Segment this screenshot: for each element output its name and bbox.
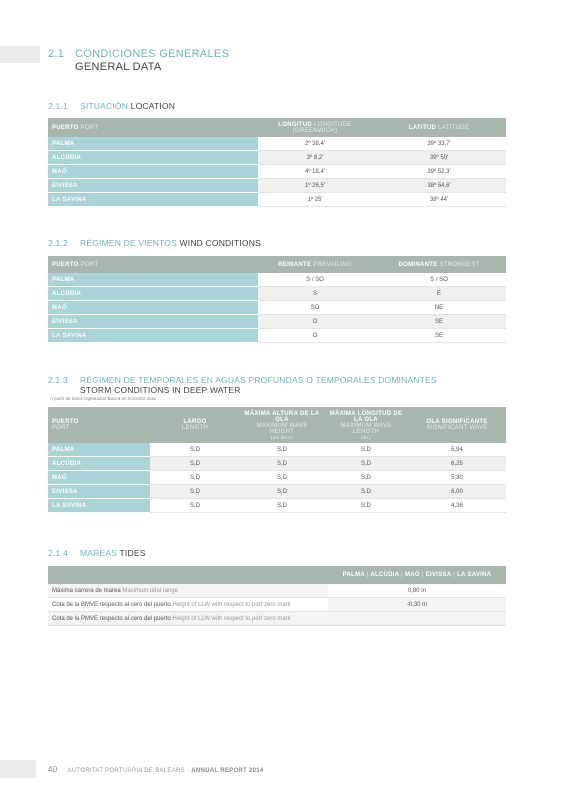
table-row: EIVISSA S,D S,D S,D 6,00 bbox=[48, 485, 506, 499]
table-row: Máxima carrera de marea Maximum tidal range 0,80 m bbox=[48, 584, 506, 598]
tides-heading bbox=[48, 548, 146, 558]
wind-title: RÉGIMEN DE VIENTOS bbox=[80, 238, 177, 248]
header-prevailing: REINANTE PREVAILING bbox=[258, 256, 372, 273]
table-row: MAÓ SO NE bbox=[48, 301, 506, 315]
footer-separator: · bbox=[186, 768, 190, 774]
side-tab-marker bbox=[0, 46, 40, 63]
table-row: EIVISSA 1º 26,5' 38º 54,6' bbox=[48, 179, 506, 193]
header-length: LARGO LENGTH bbox=[150, 407, 240, 443]
location-number: 2.1.1 bbox=[48, 101, 68, 111]
table-row: EIVISSA O SE bbox=[48, 315, 506, 329]
header-max-wave-height: MÁXIMA ALTURA DE LA OLA MAXIMUM WAVE HEIGHT (2H MÁX) bbox=[240, 407, 324, 443]
footer-report: ANNUAL REPORT 2014 bbox=[191, 768, 264, 774]
storm-table bbox=[48, 407, 506, 513]
section-subtitle: GENERAL DATA bbox=[75, 61, 162, 73]
storm-heading bbox=[48, 375, 437, 395]
location-heading bbox=[48, 101, 175, 111]
table-row: LA SAVINA O SE bbox=[48, 329, 506, 343]
tides-number: 2.1.4 bbox=[48, 548, 68, 558]
footer-tab-marker bbox=[0, 760, 36, 778]
table-row: Cota de la PMVE respecto al cero del puerto Height of LLW with respect to port zero mark bbox=[48, 612, 506, 626]
header-blank bbox=[48, 566, 328, 584]
header-significant-wave: OLA SIGNIFICANTE SIGNIFICANT WAVE bbox=[408, 407, 506, 443]
header-longitude: LONGITUD LONGITUDE (GREENWICH) bbox=[258, 118, 372, 137]
storm-title-en: STORM CONDITIONS IN DEEP WATER bbox=[80, 385, 241, 395]
tides-title-en: TIDES bbox=[119, 548, 146, 558]
section-number: 2.1 bbox=[48, 48, 65, 60]
location-title: SITUACIÓN bbox=[80, 101, 129, 111]
header-ports: PALMA | ALCÚDIA | MAÓ | EIVISSA | LA SAVINA bbox=[328, 566, 506, 584]
header-strongest: DOMINANTE STRONGEST bbox=[372, 256, 506, 273]
header-port: PUERTO PORT bbox=[48, 118, 258, 137]
footer-org: AUTORITAT PORTUÀRIA DE BALEARS bbox=[67, 768, 185, 774]
page-number: 40 bbox=[48, 765, 58, 774]
page-footer bbox=[48, 765, 264, 774]
storm-title: RÉGIMEN DE TEMPORALES EN AGUAS PROFUNDAS O TEMPORALES DOMINANTES bbox=[80, 375, 437, 385]
table-row: MAÓ 4º 18,4' 39º 52,3' bbox=[48, 165, 506, 179]
wind-heading bbox=[48, 238, 261, 248]
header-latitude: LATITUD LATITUDE bbox=[372, 118, 506, 137]
wind-table bbox=[48, 256, 506, 343]
tides-table bbox=[48, 566, 506, 626]
table-row: MAÓ S,D S,D S,D 5,30 bbox=[48, 471, 506, 485]
table-row: LA SAVINA 1º 25' 38º 44' bbox=[48, 193, 506, 207]
storm-note: A partir de datos registrados Based on recorded data bbox=[50, 396, 156, 401]
header-port: PUERTO PORT bbox=[48, 256, 258, 273]
table-row: PALMA S / SO S / SO bbox=[48, 273, 506, 287]
table-row: ALCÚDIA 3º 8,2' 39º 50' bbox=[48, 151, 506, 165]
tides-title: MAREAS bbox=[80, 548, 118, 558]
header-port: PUERTO PORT bbox=[48, 407, 150, 443]
table-row: Cota de la BMVE respecto al cero del puerto Height of LLW with respect to port zero mark -0,30 m bbox=[48, 598, 506, 612]
header-max-wave-length: MÁXIMA LONGITUD DE LA OLA MAXIMUM WAVE LENGTH (ØL) bbox=[324, 407, 408, 443]
wind-number: 2.1.2 bbox=[48, 238, 68, 248]
section-heading bbox=[48, 48, 229, 74]
table-row: ALCÚDIA S,D S,D S,D 6,25 bbox=[48, 457, 506, 471]
section-title: CONDICIONES GENERALES bbox=[75, 48, 230, 60]
location-title-en: LOCATION bbox=[130, 101, 176, 111]
wind-title-en: WIND CONDITIONS bbox=[179, 238, 261, 248]
table-row: LA SAVINA S,D S,D S,D 4,36 bbox=[48, 499, 506, 513]
storm-number: 2.1.3 bbox=[48, 375, 68, 385]
table-row: PALMA 2º 38,4' 39º 33,7' bbox=[48, 137, 506, 151]
table-row: ALCÚDIA S E bbox=[48, 287, 506, 301]
location-table bbox=[48, 118, 506, 207]
table-row: PALMA S,D S,D S,D 5,94 bbox=[48, 443, 506, 457]
